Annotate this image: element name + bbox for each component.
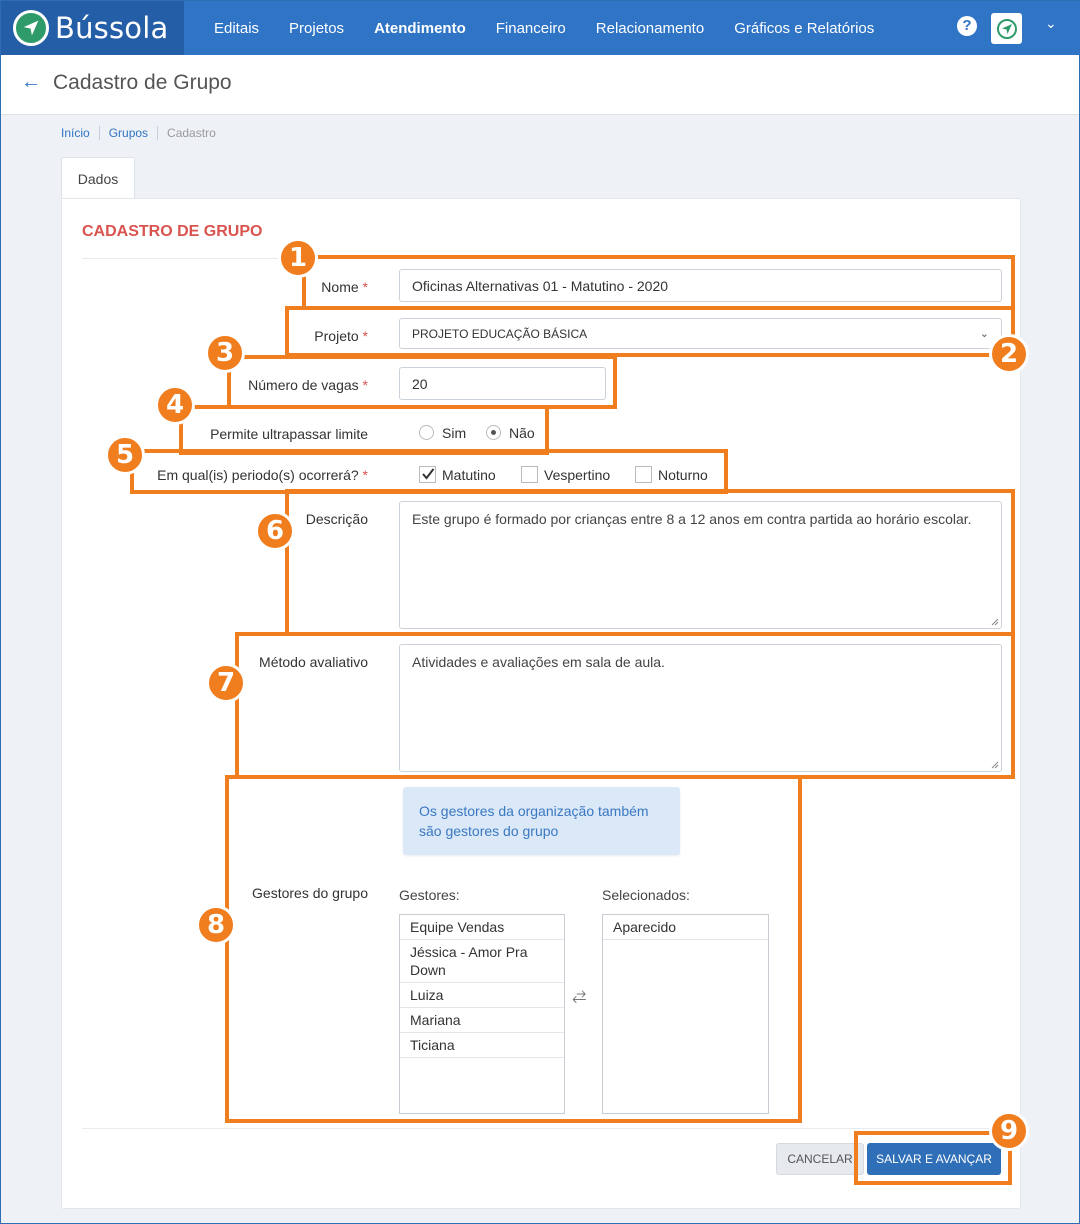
descricao-label: Descrição bbox=[305, 511, 368, 527]
annotation-badge-9: 9 bbox=[989, 1111, 1029, 1151]
nome-input[interactable]: Oficinas Alternativas 01 - Matutino - 2020 bbox=[399, 269, 1002, 302]
nav-financeiro[interactable]: Financeiro bbox=[495, 19, 566, 37]
annotation-badge-2: 2 bbox=[989, 334, 1029, 374]
annotation-badge-3: 3 bbox=[205, 333, 245, 373]
help-icon[interactable]: ? bbox=[957, 16, 977, 36]
tab-dados[interactable]: Dados bbox=[61, 157, 135, 199]
nav-relacionamento[interactable]: Relacionamento bbox=[595, 19, 705, 37]
gestores-label: Gestores do grupo bbox=[252, 885, 368, 901]
brand[interactable] bbox=[1, 1, 184, 55]
annotation-box-7 bbox=[235, 632, 1015, 779]
list-item[interactable]: Aparecido bbox=[603, 915, 768, 940]
back-arrow-icon[interactable]: ← bbox=[21, 71, 41, 93]
top-navbar bbox=[1, 1, 1080, 55]
checkbox-noturno-label: Noturno bbox=[658, 467, 708, 483]
annotation-badge-6: 6 bbox=[255, 511, 295, 551]
annotation-box-6 bbox=[285, 489, 1015, 636]
breadcrumb bbox=[61, 126, 234, 140]
metodo-text: Atividades e avaliações em sala de aula. bbox=[412, 654, 665, 670]
nav-graficos-relatorios[interactable]: Gráficos e Relatórios bbox=[734, 19, 875, 37]
checkbox-matutino-label: Matutino bbox=[442, 467, 496, 483]
gestores-selected-caption: Selecionados: bbox=[602, 887, 690, 903]
annotation-box-4 bbox=[179, 405, 549, 455]
section-title: CADASTRO DE GRUPO bbox=[82, 223, 263, 240]
annotation-badge-8: 8 bbox=[196, 905, 236, 945]
main-nav bbox=[199, 1, 889, 55]
projeto-selected-value: PROJETO EDUCAÇÃO BÁSICA bbox=[412, 326, 588, 341]
descricao-text: Este grupo é formado por crianças entre 8 a 12 anos em contra partida ao horário escolar. bbox=[412, 511, 972, 527]
nav-atendimento[interactable]: Atendimento bbox=[374, 19, 466, 37]
annotation-box-9 bbox=[854, 1131, 1012, 1185]
annotation-box-2 bbox=[285, 306, 1015, 357]
annotation-badge-7: 7 bbox=[206, 663, 246, 703]
vagas-label: Número de vagas * bbox=[248, 377, 368, 393]
nav-editais[interactable]: Editais bbox=[214, 19, 260, 37]
annotation-box-5 bbox=[130, 449, 728, 494]
metodo-label: Método avaliativo bbox=[259, 654, 368, 670]
breadcrumb-grupos[interactable]: Grupos bbox=[109, 126, 158, 140]
chevron-down-icon: ⌄ bbox=[979, 328, 989, 340]
list-item[interactable]: Luiza bbox=[400, 983, 564, 1008]
annotation-box-3 bbox=[227, 355, 617, 409]
swap-arrows-icon[interactable]: ⥄ bbox=[572, 984, 587, 1004]
annotation-badge-1: 1 bbox=[278, 238, 318, 278]
page-header bbox=[1, 55, 1079, 115]
annotation-badge-5: 5 bbox=[105, 435, 145, 475]
brand-name: Bússola bbox=[55, 11, 169, 45]
list-item[interactable]: Jéssica - Amor Pra Down bbox=[400, 940, 564, 983]
chevron-down-icon[interactable]: ⌄ bbox=[1045, 15, 1057, 31]
annotation-badge-4: 4 bbox=[155, 385, 195, 425]
breadcrumb-cadastro: Cadastro bbox=[167, 126, 216, 140]
divider bbox=[82, 1128, 1002, 1129]
ultrapassar-label: Permite ultrapassar limite bbox=[210, 426, 368, 442]
annotation-box-8 bbox=[225, 775, 802, 1123]
page-title: Cadastro de Grupo bbox=[53, 71, 232, 94]
compass-avatar-icon bbox=[995, 17, 1019, 41]
gestores-available-caption: Gestores: bbox=[399, 887, 460, 903]
checkbox-vespertino-label: Vespertino bbox=[544, 467, 611, 483]
vagas-input[interactable]: 20 bbox=[399, 367, 606, 400]
list-item[interactable]: Mariana bbox=[400, 1008, 564, 1033]
projeto-label: Projeto * bbox=[314, 328, 368, 344]
compass-logo-icon bbox=[13, 10, 49, 46]
periodos-label: Em qual(is) periodo(s) ocorrerá? * bbox=[157, 467, 368, 483]
radio-sim-label: Sim bbox=[442, 425, 467, 441]
radio-nao-label: Não bbox=[509, 425, 535, 441]
cancel-button[interactable]: CANCELAR bbox=[776, 1143, 864, 1175]
nome-label: Nome * bbox=[321, 279, 368, 295]
list-item[interactable]: Equipe Vendas bbox=[400, 915, 564, 940]
breadcrumb-inicio[interactable]: Início bbox=[61, 126, 100, 140]
nav-projetos[interactable]: Projetos bbox=[289, 19, 345, 37]
gestores-info-box: Os gestores da organização também são gestores do grupo bbox=[403, 787, 680, 855]
list-item[interactable]: Ticiana bbox=[400, 1033, 564, 1058]
annotation-box-1 bbox=[302, 255, 1015, 310]
save-and-next-button[interactable]: SALVAR E AVANÇAR bbox=[867, 1143, 1001, 1175]
avatar[interactable] bbox=[991, 13, 1022, 44]
